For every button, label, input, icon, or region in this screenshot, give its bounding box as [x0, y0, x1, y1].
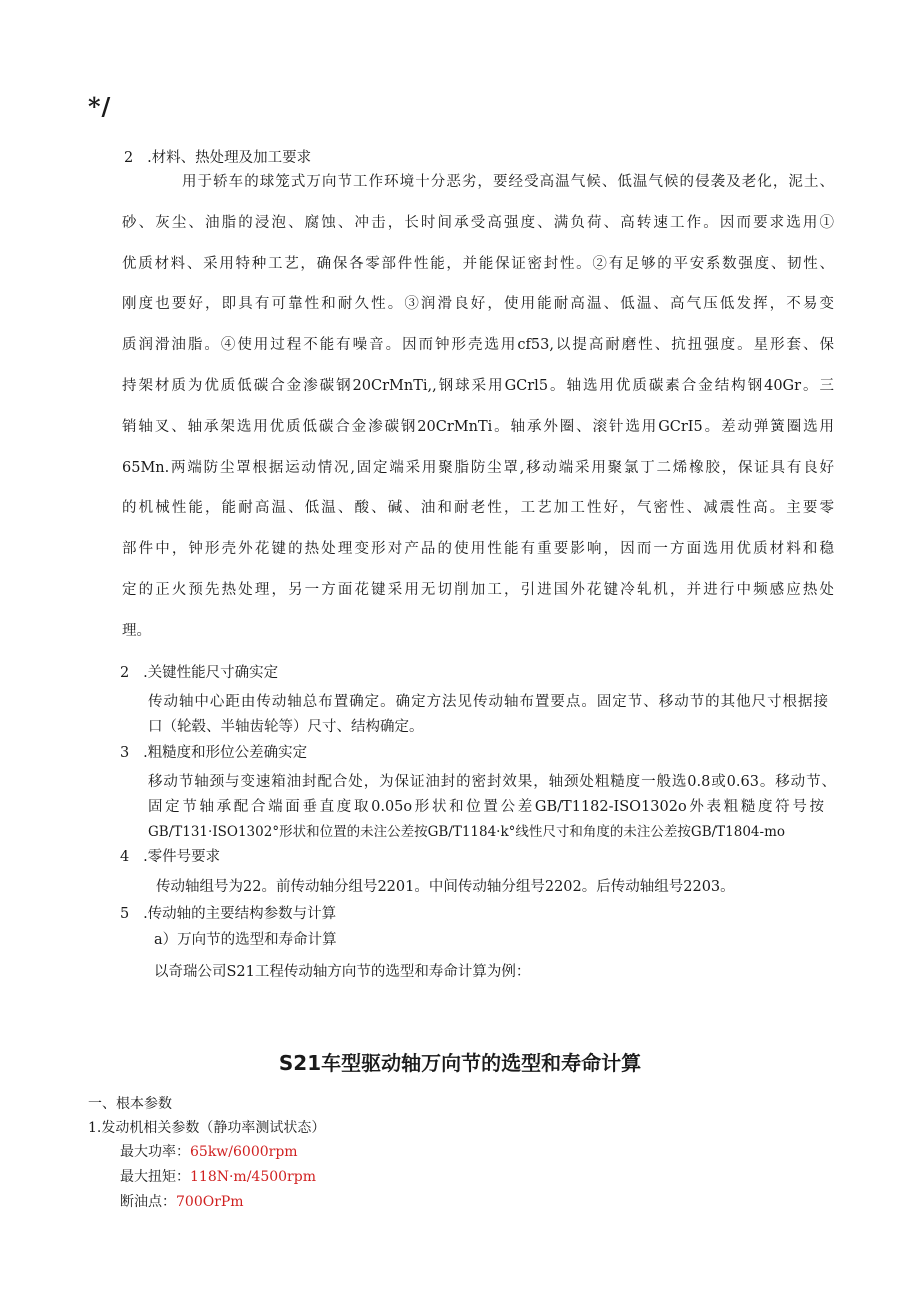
section-number: 3: [120, 745, 130, 761]
section-partno-heading: [120, 845, 220, 866]
materials-paragraph: [122, 162, 834, 652]
example-line: 以奇瑞公司S21工程传动轴方向节的选型和寿命计算为例：: [154, 964, 531, 980]
param-label: 最大扭矩：: [120, 1169, 190, 1185]
section-title: .材料、热处理及加工要求: [147, 150, 312, 166]
param-row: [120, 1141, 298, 1161]
section-title: .关键性能尺寸确实定: [143, 665, 279, 681]
paragraph-line: 理。: [122, 622, 151, 639]
paragraph-line: 销轴叉、轴承架选用优质低碳合金渗碳钢20CrMnTi。轴承外圈、滚针选用GCrI5。差动弹簧圈选用: [122, 418, 834, 435]
partno-line: 传动轴组号为22。前传动轴分组号2201。中间传动轴分组号2202。后传动轴组号2203。: [156, 879, 735, 895]
param-row: [120, 1166, 316, 1186]
paragraph-line: 定的正火预先热处理，另一方面花键采用无切削加工，引进国外花键冷轧机，并进行中频感应热处: [122, 581, 834, 598]
paragraph-line: 部件中，钟形壳外花键的热处理变形对产品的使用性能有重要影响，因而一方面选用优质材料和稳: [122, 541, 834, 558]
param-value: 65kw/6000rpm: [190, 1144, 298, 1160]
paragraph-line: 优质材料、采用特种工艺，确保各零部件性能，并能保证密封性。②有足够的平安系数强度、韧性、: [122, 255, 834, 272]
subsection-heading: a）万向节的选型和寿命计算: [154, 932, 337, 948]
section-marker: */: [88, 92, 112, 121]
section-number: 2: [120, 665, 130, 681]
param-value: 700OrPm: [176, 1194, 244, 1210]
section-structure-heading: [120, 902, 336, 923]
roughness-line: 移动节轴颈与变速箱油封配合处，为保证油封的密封效果，轴颈处粗糙度一般选0.8或0.63。移动节、: [148, 774, 836, 790]
roughness-line: 固定节轴承配合端面垂直度取0.05o形状和位置公差GB/T1182-ISO1302o外表粗糙度符号按: [148, 799, 824, 815]
paragraph-line: 持架材质为优质低碳合金渗碳钢20CrMnTi,,钢球采用GCrl5。轴选用优质碳素合金结构钢40Gr。三: [122, 377, 834, 394]
basic-params-heading: 一、根本参数: [88, 1096, 172, 1112]
param-value: 118N·m/4500rpm: [190, 1169, 316, 1185]
dimensions-line: 传动轴中心距由传动轴总布置确定。确定方法见传动轴布置要点。固定节、移动节的其他尺寸根据接: [148, 694, 828, 710]
paragraph-line: 砂、灰尘、油脂的浸泡、腐蚀、冲击，长时间承受高强度、满负荷、高转速工作。因而要求选用①: [122, 214, 834, 231]
param-label: 断油点：: [120, 1194, 176, 1210]
section-title: .粗糙度和形位公差确实定: [143, 745, 308, 761]
paragraph-line: 的机械性能，能耐高温、低温、酸、碱、油和耐老性，工艺加工性好，气密性、减震性高。主要零: [122, 500, 834, 517]
paragraph-line: 质润滑油脂。④使用过程不能有噪音。因而钟形壳选用cf53,以提高耐磨性、抗扭强度。星形套、保: [122, 337, 834, 354]
section-title: .零件号要求: [143, 849, 221, 865]
paragraph-line: 用于轿车的球笼式万向节工作环境十分恶劣，要经受高温气候、低温气候的侵袭及老化，泥土、: [182, 174, 834, 190]
section-number: 2: [124, 150, 134, 166]
section-roughness-heading: [120, 741, 307, 762]
paragraph-line: 65Mn.两端防尘罩根据运动情况,固定端采用聚脂防尘罩,移动端采用聚氯丁二烯橡胶，保证具有良好: [122, 459, 834, 476]
paragraph-line: 刚度也要好，即具有可靠性和耐久性。③润滑良好，使用能耐高温、低温、高气压低发挥，不易变: [122, 296, 834, 313]
param-label: 最大功率：: [120, 1144, 190, 1160]
section-dimensions-heading: [120, 661, 278, 682]
section-number: 4: [120, 849, 130, 865]
param-row: [120, 1191, 244, 1211]
engine-params-heading: 1.发动机相关参数（静功率测试状态）: [88, 1120, 326, 1136]
main-title: S21车型驱动轴万向节的选型和寿命计算: [278, 1051, 642, 1075]
roughness-line: GB/T131·ISO1302°形状和位置的未注公差按GB/T1184·k°线性尺寸和角度的未注公差按GB/T1804-mo: [148, 824, 786, 840]
dimensions-line: 口（轮毂、半轴齿轮等）尺寸、结构确定。: [148, 719, 424, 735]
section-number: 5: [120, 906, 130, 922]
section-title: .传动轴的主要结构参数与计算: [143, 906, 337, 922]
